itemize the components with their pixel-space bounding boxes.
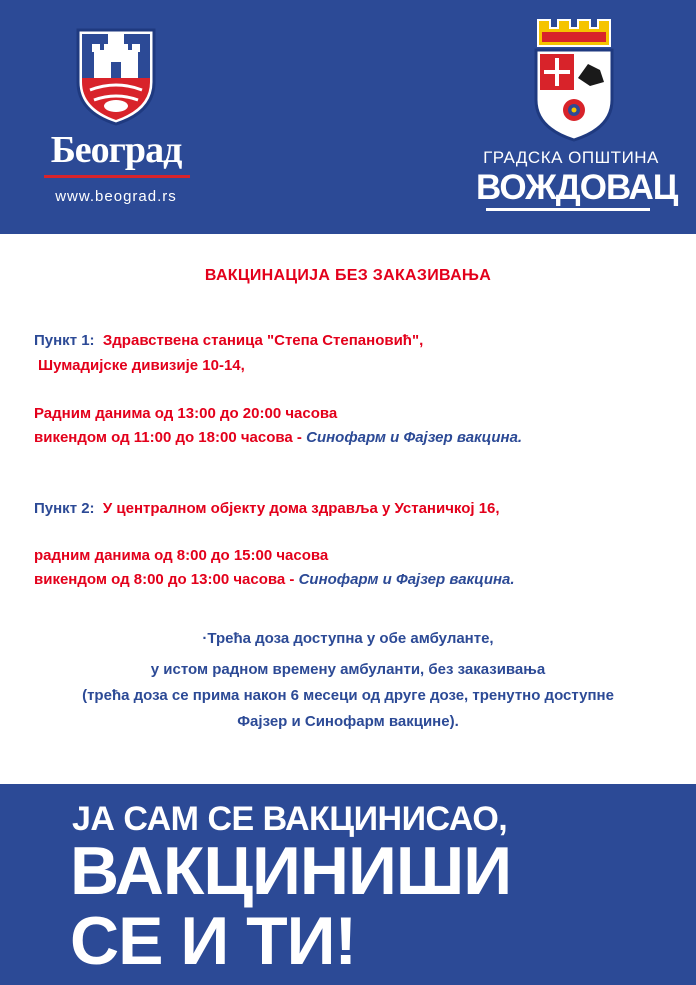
punkt2-label: Пункт 2: bbox=[34, 500, 95, 517]
punkt2-weekdays: радним данима од 8:00 до 15:00 часова bbox=[34, 547, 329, 564]
vozdovac-name: ВОЖДОВАЦ bbox=[476, 168, 678, 207]
main-content bbox=[0, 234, 696, 784]
header-banner bbox=[0, 0, 696, 234]
punkt1-label: Пункт 1: bbox=[34, 332, 95, 349]
footer-slogan-line3: СЕ И ТИ! bbox=[70, 903, 357, 979]
vozdovac-subtitle: ГРАДСКА ОПШТИНА bbox=[483, 148, 659, 167]
punkt1-weekend: викендом од 11:00 до 18:00 часова - bbox=[34, 429, 307, 446]
belgrade-url[interactable]: www.beograd.rs bbox=[55, 188, 177, 205]
punkt1-address: Шумадијске дивизије 10-14, bbox=[38, 357, 245, 374]
third-dose-line4: Фајзер и Синофарм вакцине). bbox=[237, 713, 459, 730]
footer-slogan-line1: ЈА САМ СЕ ВАКЦИНИСАО, bbox=[72, 800, 508, 838]
punkt2-vaccines: Синофарм и Фајзер вакцина. bbox=[298, 571, 515, 588]
vozdovac-underline bbox=[486, 208, 650, 211]
vozdovac-logo bbox=[476, 16, 678, 216]
punkt1-vaccines: Синофарм и Фајзер вакцина. bbox=[306, 429, 523, 446]
punkt2-weekend: викендом од 8:00 до 13:00 часова - bbox=[34, 571, 299, 588]
footer-banner bbox=[0, 784, 696, 985]
vozdovac-coat-of-arms-icon bbox=[476, 16, 666, 146]
belgrade-underline bbox=[44, 175, 190, 178]
punkt1-weekdays: Радним данима од 13:00 до 20:00 часова bbox=[34, 405, 338, 422]
third-dose-line1: ·Трећа доза доступна у обе амбуланте, bbox=[202, 630, 494, 647]
third-dose-line2: у истом радном времену амбуланти, без заказивања bbox=[150, 661, 546, 678]
punkt1-place: Здравствена станица "Степа Степановић", bbox=[102, 332, 424, 349]
third-dose-line3: (трећа доза се прима након 6 месеци од друге дозе, тренутно доступне bbox=[82, 687, 614, 704]
belgrade-name: Београд bbox=[50, 129, 182, 171]
punkt1-weekend-line bbox=[34, 429, 522, 446]
punkt1-heading bbox=[34, 332, 423, 349]
punkt2-heading bbox=[34, 500, 500, 517]
page-title: ВАКЦИНАЦИЈА БЕЗ ЗАКАЗИВАЊА bbox=[204, 267, 492, 284]
punkt2-weekend-line bbox=[34, 571, 515, 588]
punkt2-place: У централном објекту дома здравља у Устаничкој 16, bbox=[102, 500, 500, 517]
footer-slogan-line2: ВАКЦИНИШИ bbox=[70, 833, 512, 909]
belgrade-coat-of-arms-icon bbox=[36, 20, 196, 128]
belgrade-logo bbox=[36, 20, 196, 210]
